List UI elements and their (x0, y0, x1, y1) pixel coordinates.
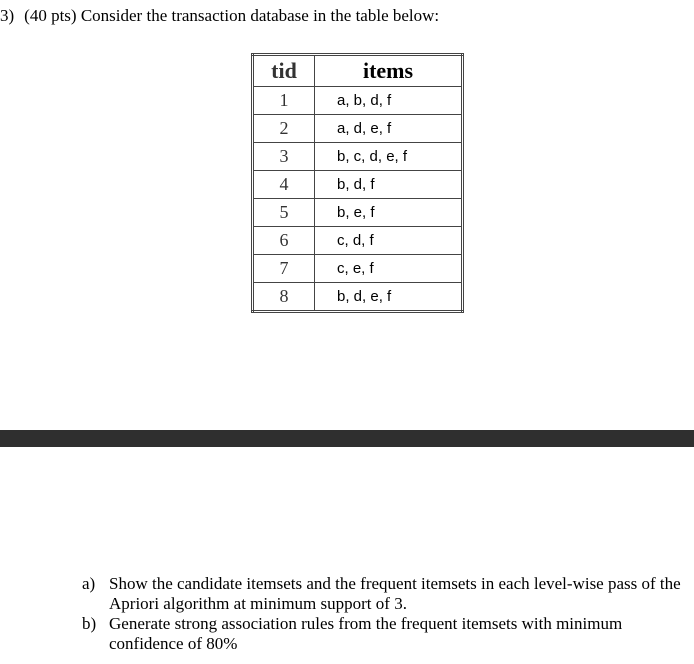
cell-tid: 6 (253, 227, 315, 255)
cell-items: b, c, d, e, f (315, 143, 463, 171)
cell-items: c, d, f (315, 227, 463, 255)
separator-band (0, 430, 694, 447)
question-number: 3) (0, 6, 15, 25)
cell-items: a, b, d, f (315, 87, 463, 115)
table-row (253, 227, 463, 255)
cell-items: a, d, e, f (315, 115, 463, 143)
cell-tid: 2 (253, 115, 315, 143)
cell-tid: 3 (253, 143, 315, 171)
sub-question-b (82, 614, 687, 654)
question-header (0, 6, 439, 26)
table-row (253, 283, 463, 312)
sub-questions (82, 574, 687, 654)
cell-items: c, e, f (315, 255, 463, 283)
cell-items: b, d, f (315, 171, 463, 199)
sub-question-marker: a) (82, 574, 96, 593)
table-row (253, 143, 463, 171)
cell-tid: 1 (253, 87, 315, 115)
header-items: items (315, 55, 463, 87)
cell-tid: 5 (253, 199, 315, 227)
table-row (253, 171, 463, 199)
cell-tid: 8 (253, 283, 315, 312)
table-row (253, 255, 463, 283)
sub-question-marker: b) (82, 614, 97, 633)
sub-question-a (82, 574, 687, 614)
transaction-table (251, 53, 464, 313)
sub-question-text: Show the candidate itemsets and the frequent itemsets in each level-wise pass of the Apriori algorithm at minimum support of 3. (109, 574, 681, 613)
cell-tid: 7 (253, 255, 315, 283)
table-row (253, 115, 463, 143)
cell-items: b, e, f (315, 199, 463, 227)
question-text: (40 pts) Consider the transaction database in the table below: (24, 6, 440, 25)
table-row (253, 87, 463, 115)
header-tid: tid (253, 55, 315, 87)
cell-items: b, d, e, f (315, 283, 463, 312)
table-header-row (253, 55, 463, 87)
cell-tid: 4 (253, 171, 315, 199)
table-row (253, 199, 463, 227)
sub-question-text: Generate strong association rules from the frequent itemsets with minimum confidence of 80% (109, 614, 623, 653)
